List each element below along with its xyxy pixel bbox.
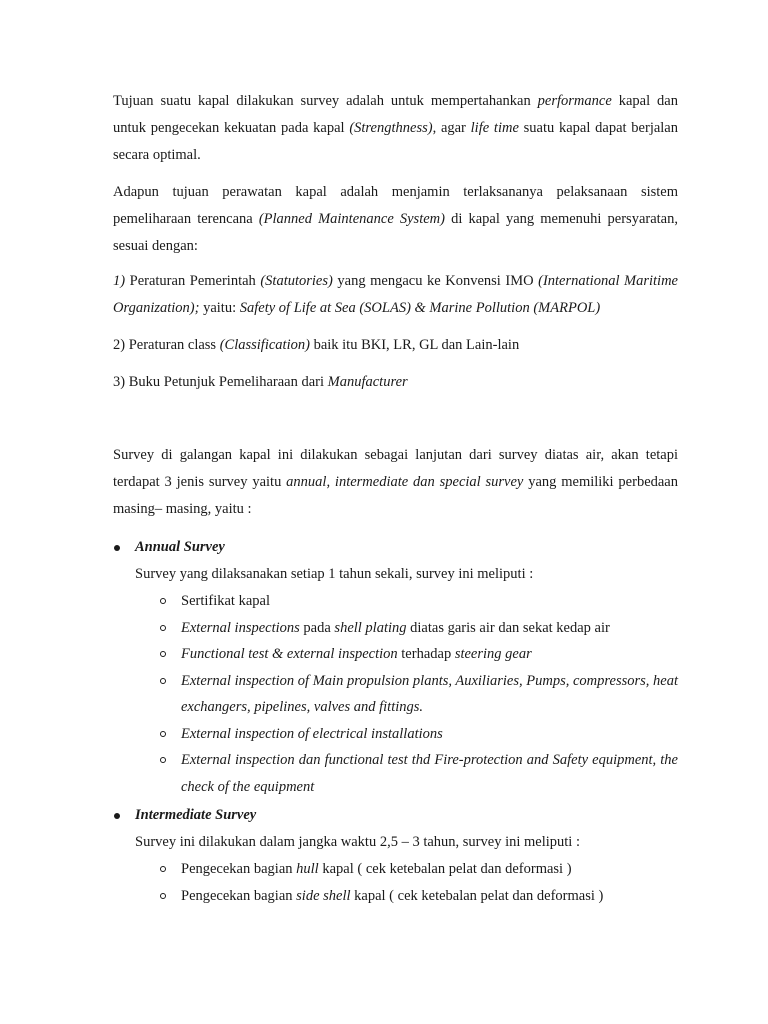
- text: kapal dan untuk pengecekan kekuatan pada kapal: [113, 93, 678, 136]
- text: kapal ( cek ketebalan pelat dan deformasi ): [318, 861, 572, 877]
- text: diatas garis air dan sekat kedap air: [406, 619, 610, 636]
- text-italic: Safety of Life at Sea (SOLAS) & Marine Pollution (MARPOL): [239, 300, 601, 316]
- annual-survey-intro: Survey yang dilaksanakan setiap 1 tahun sekali, survey ini meliputi :: [135, 566, 534, 582]
- text: Sertifikat kapal: [181, 593, 270, 609]
- bullet-intermediate-survey: [113, 802, 678, 909]
- item-number: 1): [113, 273, 126, 289]
- circle-bullet-icon: [160, 866, 166, 872]
- circle-bullet-icon: [160, 598, 166, 604]
- text: Tujuan suatu kapal dilakukan survey adalah untuk mempertahankan: [113, 93, 538, 109]
- text-italic: (Strengthness): [349, 120, 433, 136]
- circle-bullet-icon: [160, 731, 166, 737]
- circle-bullet-icon: [160, 757, 166, 763]
- bullet-dot-icon: [114, 545, 120, 551]
- list-item: [181, 668, 678, 721]
- text-italic: annual, intermediate dan special survey: [286, 474, 524, 490]
- list-item: [181, 721, 678, 748]
- list-item: [181, 747, 678, 800]
- paragraph-survey-purpose: [113, 88, 678, 169]
- text-italic: side shell: [296, 887, 351, 904]
- text-italic: performance: [537, 93, 612, 109]
- bullet-heading: [113, 534, 678, 561]
- intermediate-survey-title: Intermediate Survey: [135, 807, 257, 823]
- bullet-dot-icon: [114, 813, 120, 819]
- list-item: [181, 641, 678, 668]
- text-italic: (Statutories): [260, 273, 333, 289]
- bullet-heading: [113, 802, 678, 829]
- text: yaitu:: [199, 300, 240, 316]
- text: yang mengacu ke Konvensi IMO: [332, 273, 539, 289]
- text-italic: External inspection of electrical installations: [181, 725, 443, 742]
- text: pada: [299, 619, 335, 636]
- bullet-annual-survey: [113, 534, 678, 800]
- text: 3) Buku Petunjuk Pemeliharaan dari: [113, 374, 328, 390]
- numbered-item-3: [113, 369, 678, 396]
- text-italic: (International Maritime Organization);: [113, 273, 678, 316]
- text: baik itu BKI, LR, GL dan Lain-lain: [309, 337, 520, 353]
- paragraph-survey-types: [113, 442, 678, 523]
- list-item: [181, 588, 678, 615]
- list-item: [181, 856, 678, 883]
- annual-survey-title: Annual Survey: [135, 539, 225, 555]
- circle-bullet-icon: [160, 625, 166, 631]
- intermediate-survey-list: [113, 856, 678, 909]
- text-italic: Manufacturer: [327, 374, 408, 390]
- text: Adapun tujuan perawatan kapal adalah menjamin terlaksananya pelaksanaan sistem pemeliharaan terencana: [113, 184, 678, 227]
- numbered-item-2: [113, 332, 678, 359]
- numbered-item-1: [113, 268, 678, 322]
- text-italic: External inspections: [181, 619, 300, 636]
- text-italic: External inspection of Main propulsion plants, Auxiliaries, Pumps, compressors, heat exchangers, pipelines, valves and fittings.: [181, 672, 678, 715]
- text: 2) Peraturan class: [113, 337, 220, 353]
- circle-bullet-icon: [160, 651, 166, 657]
- text-italic: steering gear: [454, 646, 532, 662]
- list-item: [181, 883, 678, 910]
- intermediate-survey-intro: Survey ini dilakukan dalam jangka waktu 2,5 – 3 tahun, survey ini meliputi :: [135, 834, 580, 850]
- text: yang memiliki perbedaan masing– masing, yaitu :: [113, 474, 678, 517]
- text: kapal ( cek ketebalan pelat dan deformasi ): [350, 887, 604, 904]
- text: di kapal yang memenuhi persyaratan, sesuai dengan:: [113, 211, 678, 254]
- text: suatu kapal dapat berjalan secara optimal.: [113, 120, 678, 163]
- text: Pengecekan bagian: [181, 887, 297, 904]
- text-italic: (Classification): [219, 337, 310, 353]
- text: Pengecekan bagian: [181, 861, 297, 877]
- text-italic: shell plating: [334, 619, 407, 636]
- text-italic: life time: [470, 120, 519, 136]
- paragraph-maintenance-purpose: [113, 179, 678, 260]
- circle-bullet-icon: [160, 678, 166, 684]
- text: Survey di galangan kapal ini dilakukan sebagai lanjutan dari survey diatas air, akan tetapi terdapat 3 jenis survey yaitu: [113, 447, 678, 490]
- circle-bullet-icon: [160, 893, 166, 899]
- text-italic: (Planned Maintenance System): [258, 211, 445, 227]
- text: terhadap: [397, 646, 455, 662]
- list-item: [181, 615, 678, 642]
- text-italic: Functional test & external inspection: [181, 646, 398, 662]
- text: Peraturan Pemerintah: [125, 273, 261, 289]
- text-italic: External inspection dan functional test thd Fire-protection and Safety equipment, the check of the equipment: [181, 752, 678, 795]
- text-italic: hull: [296, 861, 319, 877]
- document-page: [113, 88, 678, 909]
- text: , agar: [432, 120, 471, 136]
- annual-survey-list: [113, 588, 678, 800]
